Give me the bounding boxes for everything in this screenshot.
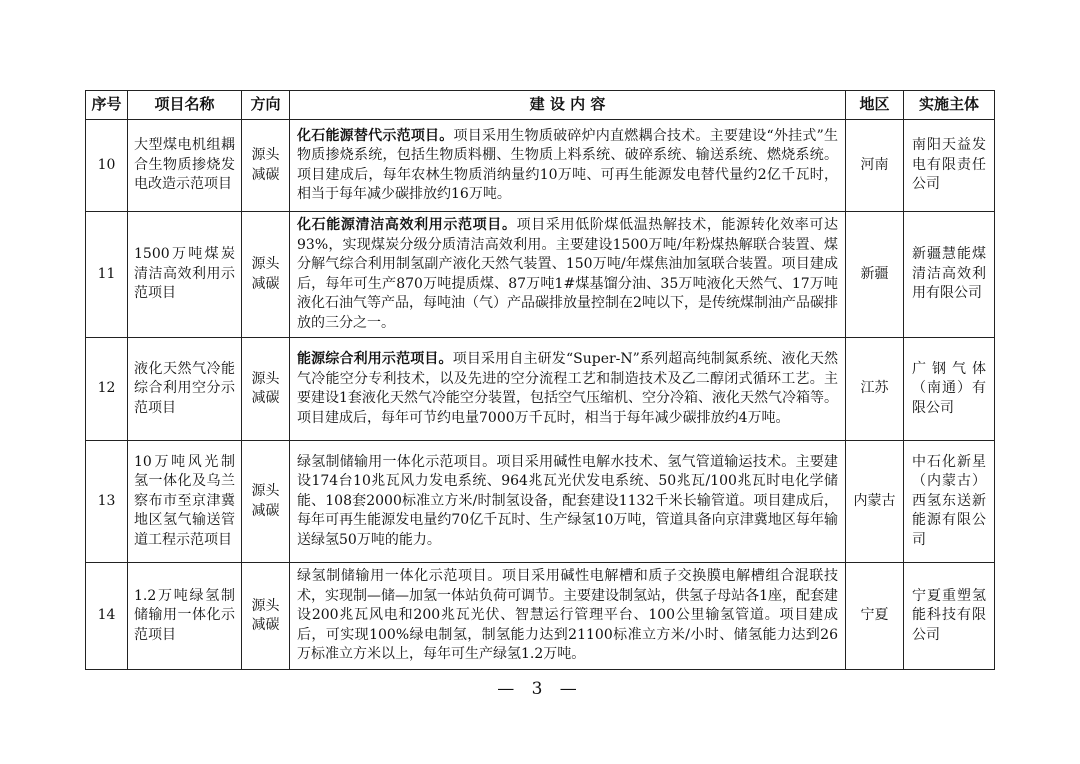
row-content [290,120,846,212]
row-content [290,338,846,441]
header-entity: 实施主体 [904,91,995,120]
row-seq: 14 [86,563,128,670]
row-project-name: 1500万吨煤炭清洁高效利用示范项目 [128,212,242,338]
row-direction: 源头减碳 [242,563,290,670]
row-entity: 新疆慧能煤清洁高效利用有限公司 [904,212,995,338]
header-direction: 方向 [242,91,290,120]
header-content: 建 设 内 容 [290,91,846,120]
row-project-name: 液化天然气冷能综合利用空分示范项目 [128,338,242,441]
row-direction: 源头减碳 [242,212,290,338]
row-project-name: 1.2万吨绿氢制储输用一体化示范项目 [128,563,242,670]
row-seq: 13 [86,441,128,563]
row-seq: 12 [86,338,128,441]
table-row [86,441,995,563]
header-seq: 序号 [86,91,128,120]
row-entity: 广钢气体（南通）有限公司 [904,338,995,441]
row-content-lead: 能源综合利用示范项目。 [297,351,453,367]
project-table [85,90,995,670]
row-entity: 南阳天益发电有限责任公司 [904,120,995,212]
row-entity: 中石化新星（内蒙古）西氢东送新能源有限公司 [904,441,995,563]
row-region: 江苏 [846,338,904,441]
row-content [290,563,846,670]
row-direction: 源头减碳 [242,441,290,563]
row-direction: 源头减碳 [242,338,290,441]
table-row [86,120,995,212]
table-row [86,338,995,441]
row-project-name: 大型煤电机组耦合生物质掺烧发电改造示范项目 [128,120,242,212]
row-content-text: 项目采用生物质破碎炉内直燃耦合技术。主要建设“外挂式”生物质掺烧系统，包括生物质料棚、生物质上料系统、破碎系统、输送系统、燃烧系统。项目建成后，每年农林生物质消纳量约10万吨、可再生能源发电替代量约2亿千瓦时，相当于每年减少碳排放约16万吨。 [297,127,838,202]
row-region: 宁夏 [846,563,904,670]
row-content-text: 项目采用低阶煤低温热解技术，能源转化效率可达93%，实现煤炭分级分质清洁高效利用。主要建设1500万吨/年粉煤热解联合装置、煤分解气综合利用制氢副产液化天然气装置、150万吨/年煤焦油加氢联合装置。项目建成后，每年可生产870万吨提质煤、87万吨1#煤基馏分油、35万吨液化天然气、17万吨液化石油气等产品，每吨油（气）产品碳排放量控制在2吨以下，是传统煤制油产品碳排放的三分之一。 [297,217,839,331]
row-content-lead: 化石能源清洁高效利用示范项目。 [297,217,517,233]
row-content [290,212,846,338]
row-content-text: 绿氢制储输用一体化示范项目。项目采用碱性电解水技术、氢气管道输运技术。主要建设174台10兆瓦风力发电系统、964兆瓦光伏发电系统、50兆瓦/100兆瓦时电化学储能、108套2000标准立方米/时制氢设备，配套建设1132千米长输管道。项目建成后，每年可再生能源发电量约70亿千瓦时、生产绿氢10万吨，管道具备向京津冀地区每年输送绿氢50万吨的能力。 [297,453,838,548]
row-region: 内蒙古 [846,441,904,563]
header-name: 项目名称 [128,91,242,120]
row-seq: 10 [86,120,128,212]
page-number: — 3 — [497,679,583,699]
row-entity: 宁夏重塑氢能科技有限公司 [904,563,995,670]
row-region: 河南 [846,120,904,212]
row-direction: 源头减碳 [242,120,290,212]
table-row [86,563,995,670]
row-seq: 11 [86,212,128,338]
row-content-lead: 化石能源替代示范项目。 [297,127,454,144]
row-content-text: 绿氢制储输用一体化示范项目。项目采用碱性电解槽和质子交换膜电解槽组合混联技术，实现制—储—加氢一体站负荷可调节。主要建设制氢站，供氢子母站各1座，配套建设200兆瓦风电和200兆瓦光伏、智慧运行管理平台、100公里输氢管道。项目建成后，可实现100%绿电制氢，制氢能力达到21100标准立方米/小时、储氢能力达到26万标准立方米以上，每年可生产绿氢1.2万吨。 [297,568,838,663]
row-content-text: 项目采用自主研发“Super-N”系列超高纯制氮系统、液化天然气冷能空分专利技术，以及先进的空分流程工艺和制造技术及乙二醇闭式循环工艺。主要建设1套液化天然气冷能空分装置，包括空气压缩机、空分冷箱、液化天然气冷箱等。项目建成后，每年可节约电量7000万千瓦时，相当于每年减少碳排放约4万吨。 [297,351,838,426]
table-row [86,212,995,338]
row-project-name: 10万吨风光制氢一体化及乌兰察布市至京津冀地区氢气输送管道工程示范项目 [128,441,242,563]
header-region: 地区 [846,91,904,120]
row-content [290,441,846,563]
table-header-row [86,91,995,120]
row-region: 新疆 [846,212,904,338]
